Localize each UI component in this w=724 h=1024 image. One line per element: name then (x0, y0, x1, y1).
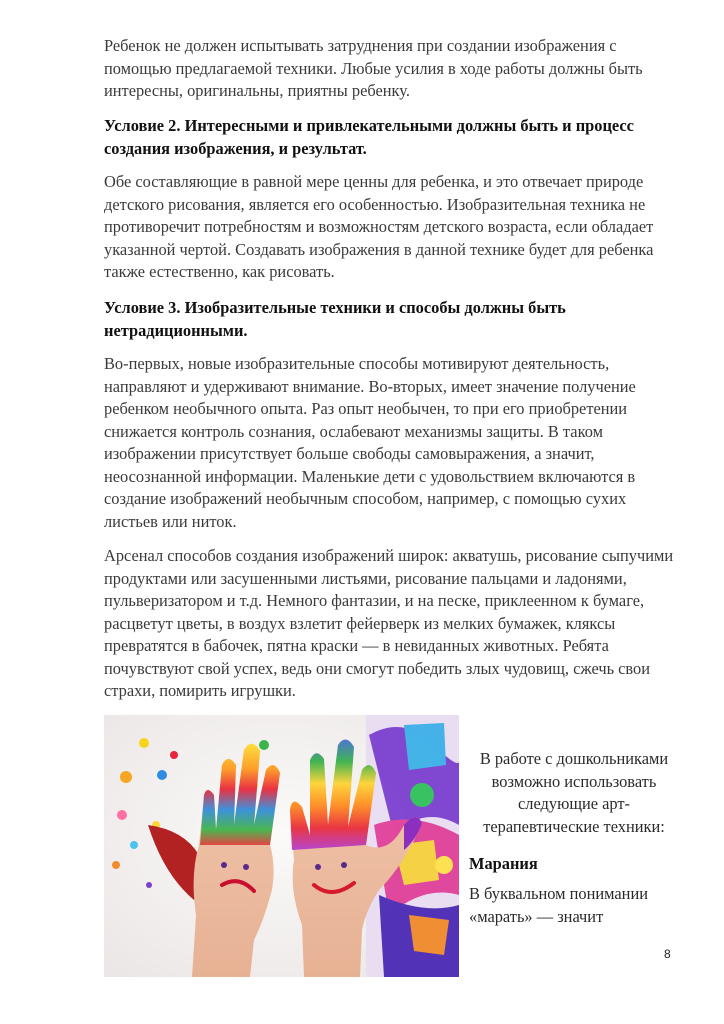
paragraph-3 (104, 353, 674, 533)
paragraph-4 (104, 545, 674, 703)
paragraph-4-text: Арсенал способов создания изображений широк: акватушь, рисование сыпучими продуктами или засушенными листьями, рисование пальцами и ладонями, пульверизатором и т.д. Немного фантазии, и на песке, приклеенном к бумаге, расцветут цветы, в воздух взлетит фейерверк из мелких бумажек, кляксы превратятся в бабочек, пятна краски — в невиданных животных. Ребята почувствуют свой успех, ведь они смогут победить злых чудовищ, сжечь свои страхи, помирить игрушки. (104, 546, 674, 700)
side-heading-text: Марания (469, 854, 538, 873)
condition-3-text: Условие 3. Изобразительные техники и способы должны быть нетрадиционными. (104, 298, 566, 340)
paragraph-1 (104, 35, 674, 103)
paragraph-1-text: Ребенок не должен испытывать затруднения при создании изображения с помощью предлагаемой техники. Любые усилия в ходе работы должны быть интересны, оригинальны, приятны ребенку. (104, 36, 643, 100)
page-number: 8 (664, 947, 671, 961)
side-text-content: В буквальном понимании «марать» — значит (469, 884, 648, 926)
paragraph-2 (104, 171, 674, 284)
side-intro (469, 748, 679, 838)
condition-2-text: Условие 2. Интересными и привлекательными должны быть и процесс создания изображения, и результат. (104, 116, 634, 158)
side-heading (469, 853, 679, 876)
side-text (469, 883, 679, 928)
painted-hands-image (104, 715, 459, 977)
condition-2-heading (104, 115, 674, 160)
side-intro-text: В работе с дошкольниками возможно использовать следующие арт-терапевтические техники: (479, 749, 669, 836)
condition-3-heading (104, 297, 674, 342)
paragraph-2-text: Обе составляющие в равной мере ценны для ребенка, и это отвечает природе детского рисования, является его особенностью. Изобразительная техника не противоречит потребностям и возможностям детского возраста, если обладает указанной чертой. Создавать изображения в данной технике будет для ребенка также естественно, как рисовать. (104, 172, 654, 281)
painted-hands-photo (104, 715, 459, 977)
paragraph-3-text: Во-первых, новые изобразительные способы мотивируют деятельность, направляют и удерживают внимание. Во-вторых, имеет значение получение ребенком необычного опыта. Раз опыт необычен, то при его приобретении снижается контроль сознания, ослабевают механизмы защиты. В таком изображении присутствует больше свободы самовыражения, а значит, неосознанной информации. Маленькие дети с удовольствием включаются в создание изображений необычным способом, например, с помощью сухих листьев или ниток. (104, 354, 636, 531)
